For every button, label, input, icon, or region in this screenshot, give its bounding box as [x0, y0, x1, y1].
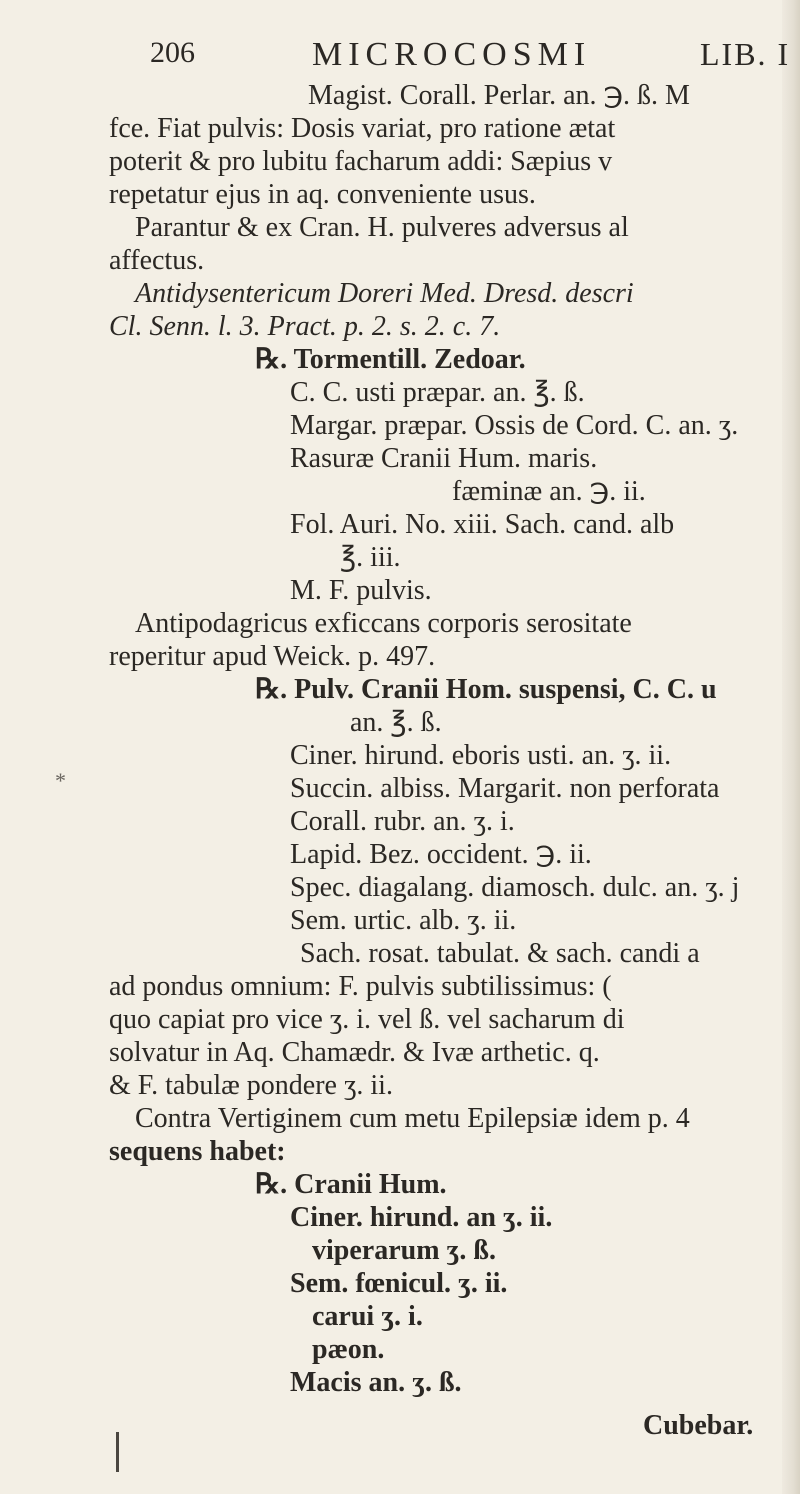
page-edge	[782, 0, 800, 1494]
book-reference: LIB. I	[700, 36, 791, 72]
recipe-line: an. ℥. ß.	[350, 707, 442, 738]
recipe-line: pæon.	[312, 1334, 385, 1365]
text-line: Parantur & ex Cran. H. pulveres adversus al	[135, 212, 629, 243]
text-line: Antidysentericum Doreri Med. Dresd. descri	[135, 278, 634, 309]
catchword: Cubebar.	[643, 1410, 754, 1441]
recipe-line: Corall. rubr. an. ʒ. i.	[290, 806, 515, 837]
text-line: repetatur ejus in aq. conveniente usus.	[109, 179, 536, 210]
recipe-line: Sem. urtic. alb. ʒ. ii.	[290, 905, 517, 936]
text-line: quo capiat pro vice ʒ. i. vel ß. vel sacharum di	[109, 1004, 625, 1035]
margin-stroke	[116, 1432, 119, 1472]
text-line: & F. tabulæ pondere ʒ. ii.	[109, 1070, 393, 1101]
recipe-line: C. C. usti præpar. an. ℥. ß.	[290, 377, 585, 408]
recipe-line: M. F. pulvis.	[290, 575, 432, 606]
recipe-line: Spec. diagalang. diamosch. dulc. an. ʒ. j	[290, 872, 740, 903]
recipe-line: ℞. Cranii Hum.	[255, 1169, 447, 1200]
text-line: fce. Fiat pulvis: Dosis variat, pro ratione ætat	[109, 113, 616, 144]
text-line: Contra Vertiginem cum metu Epilepsiæ idem p. 4	[135, 1103, 690, 1134]
running-title: MICROCOSMI	[312, 36, 592, 73]
recipe-line: fæminæ an. ℈. ii.	[452, 476, 646, 507]
recipe-line: Ciner. hirund. eboris usti. an. ʒ. ii.	[290, 740, 672, 771]
text-line: affectus.	[109, 245, 205, 276]
recipe-line: Fol. Auri. No. xiii. Sach. cand. alb	[290, 509, 675, 540]
recipe-line: Sem. fœnicul. ʒ. ii.	[290, 1268, 508, 1299]
recipe-line: Margar. præpar. Ossis de Cord. C. an. ʒ.	[290, 410, 739, 441]
page-number: 206	[150, 36, 195, 69]
recipe-line: Ciner. hirund. an ʒ. ii.	[290, 1202, 553, 1233]
text-line: Antipodagricus exficcans corporis serositate	[135, 608, 632, 639]
recipe-line: Macis an. ʒ. ß.	[290, 1367, 462, 1398]
text-line: sequens habet:	[109, 1136, 286, 1167]
text-line: Cl. Senn. l. 3. Pract. p. 2. s. 2. c. 7.	[109, 311, 501, 342]
recipe-line: ℥. iii.	[340, 542, 401, 573]
text-line: solvatur in Aq. Chamædr. & Ivæ arthetic. q.	[109, 1037, 600, 1068]
text-line: ad pondus omnium: F. pulvis subtilissimus: (	[109, 971, 612, 1002]
recipe-line: ℞. Tormentill. Zedoar.	[255, 344, 526, 375]
recipe-line: carui ʒ. i.	[312, 1301, 423, 1332]
text-line: Magist. Corall. Perlar. an. ℈. ß. M	[308, 80, 690, 111]
recipe-line: Lapid. Bez. occident. ℈. ii.	[290, 839, 592, 870]
recipe-line: Succin. albiss. Margarit. non perforata	[290, 773, 720, 804]
text-line: Sach. rosat. tabulat. & sach. candi a	[300, 938, 700, 969]
recipe-line: ℞. Pulv. Cranii Hom. suspensi, C. C. u	[255, 674, 717, 705]
margin-asterisk: *	[55, 768, 66, 793]
text-line: poterit & pro lubitu facharum addi: Sæpius v	[109, 146, 613, 177]
text-line: reperitur apud Weick. p. 497.	[109, 641, 436, 672]
recipe-line: Rasuræ Cranii Hum. maris.	[290, 443, 598, 474]
page-header	[0, 36, 800, 76]
recipe-line: viperarum ʒ. ß.	[312, 1235, 496, 1266]
